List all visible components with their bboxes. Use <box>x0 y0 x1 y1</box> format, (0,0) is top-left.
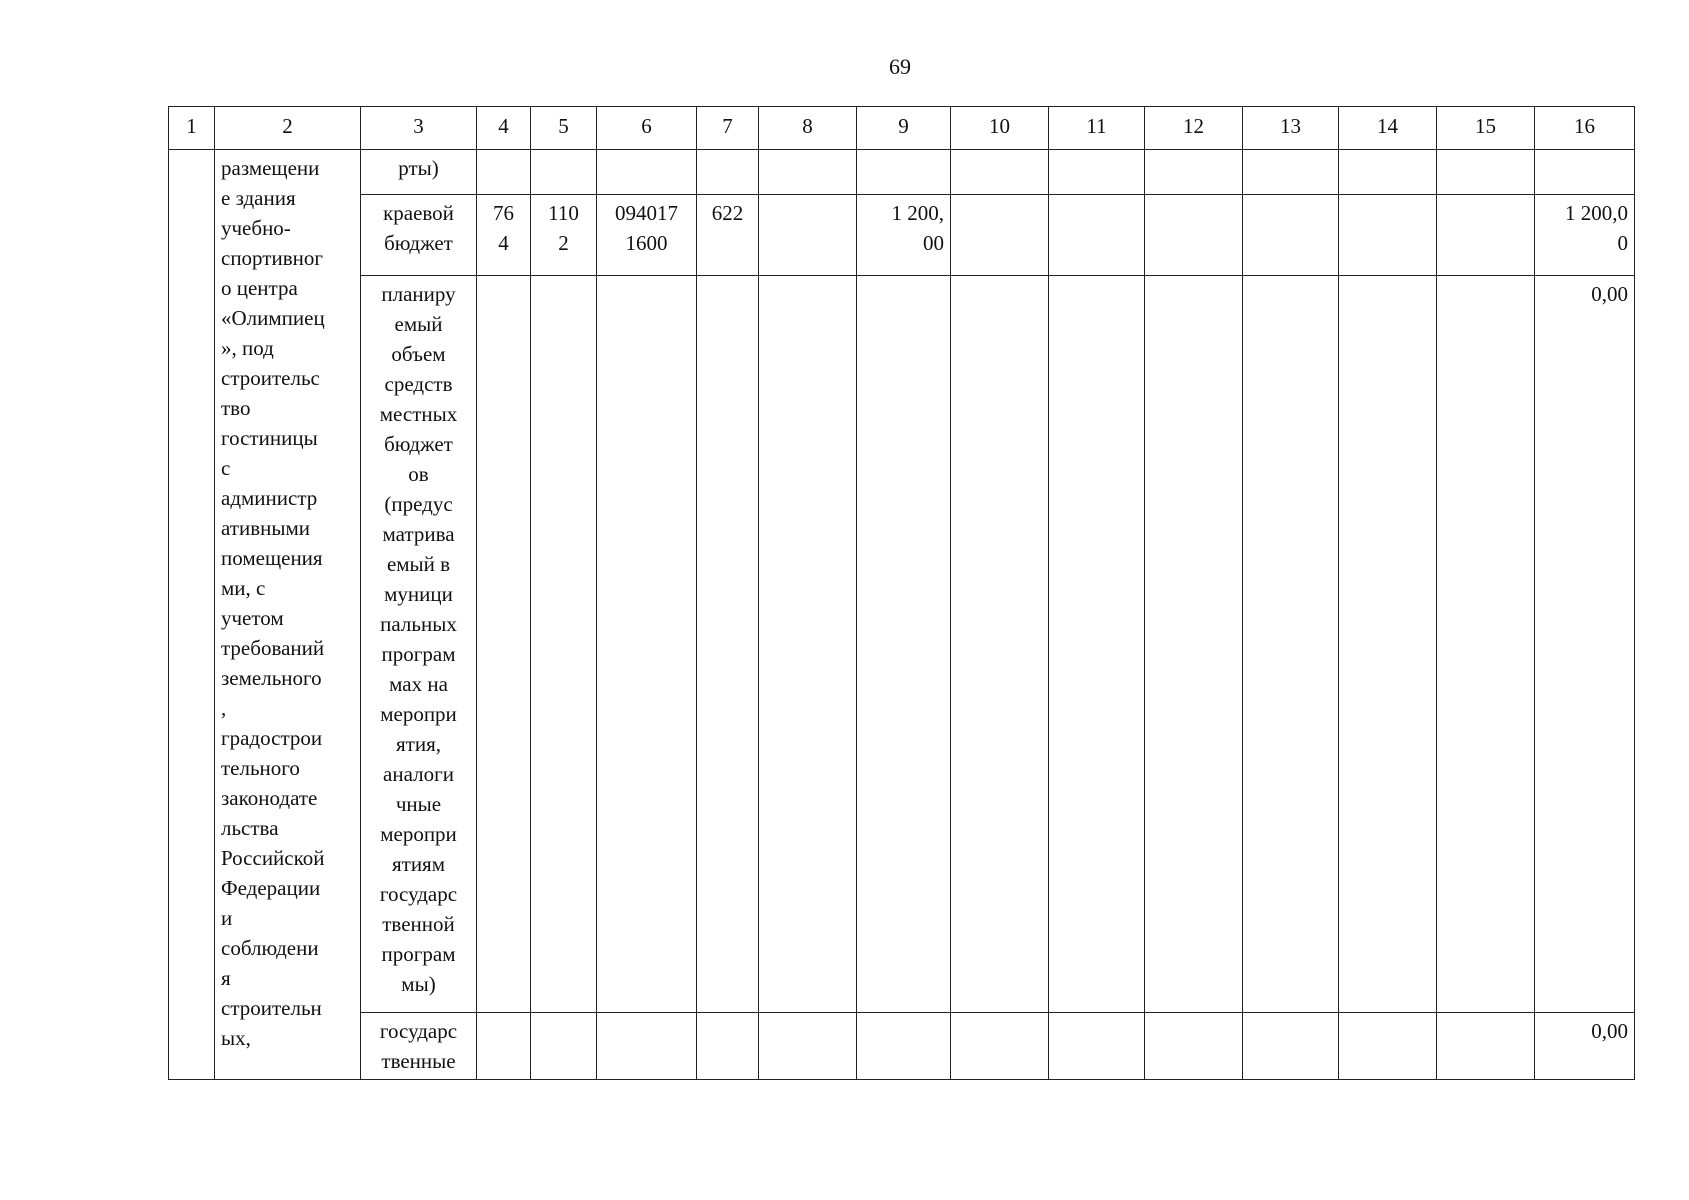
cell-col-9: 1 200, 00 <box>857 195 951 276</box>
cell-col-14 <box>1339 276 1437 1013</box>
table-row <box>169 276 1635 1013</box>
cell-col-5: 110 2 <box>531 195 597 276</box>
header-cell-8: 8 <box>759 107 857 150</box>
cell-col-6 <box>597 276 697 1013</box>
header-cell-12: 12 <box>1145 107 1243 150</box>
budget-table <box>168 106 1635 1080</box>
funding-source-cell: рты) <box>361 150 477 195</box>
table-row <box>169 1013 1635 1080</box>
cell-col-11 <box>1049 150 1145 195</box>
cell-col-16: 1 200,0 0 <box>1535 195 1635 276</box>
header-cell-2: 2 <box>215 107 361 150</box>
header-cell-7: 7 <box>697 107 759 150</box>
cell-col-12 <box>1145 195 1243 276</box>
event-name-cell: размещени е здания учебно- спортивног о центра «Олимпиец », под строительс тво гостиницы с администр ативными помещения ми, с учетом требований земельного , градострои тельного законодате льства Российской Федерации и соблюдени я строительн ых, <box>215 150 361 1080</box>
cell-col-4 <box>477 1013 531 1080</box>
cell-col-4: 76 4 <box>477 195 531 276</box>
cell-col-6 <box>597 1013 697 1080</box>
cell-col-10 <box>951 1013 1049 1080</box>
cell-col-15 <box>1437 150 1535 195</box>
table-row <box>169 150 1635 195</box>
cell-col-8 <box>759 276 857 1013</box>
header-cell-3: 3 <box>361 107 477 150</box>
cell-col-10 <box>951 195 1049 276</box>
cell-col-12 <box>1145 150 1243 195</box>
cell-col-6 <box>597 150 697 195</box>
header-cell-6: 6 <box>597 107 697 150</box>
header-cell-16: 16 <box>1535 107 1635 150</box>
cell-col-15 <box>1437 276 1535 1013</box>
header-cell-4: 4 <box>477 107 531 150</box>
cell-col-4 <box>477 276 531 1013</box>
cell-col-7 <box>697 276 759 1013</box>
cell-col-8 <box>759 195 857 276</box>
cell-col-13 <box>1243 150 1339 195</box>
row-number-cell <box>169 150 215 1080</box>
cell-col-13 <box>1243 1013 1339 1080</box>
cell-col-11 <box>1049 1013 1145 1080</box>
cell-col-4 <box>477 150 531 195</box>
cell-col-12 <box>1145 1013 1243 1080</box>
header-cell-11: 11 <box>1049 107 1145 150</box>
cell-col-16: 0,00 <box>1535 1013 1635 1080</box>
header-cell-5: 5 <box>531 107 597 150</box>
table-row <box>169 195 1635 276</box>
cell-col-9 <box>857 150 951 195</box>
cell-col-7: 622 <box>697 195 759 276</box>
cell-col-5 <box>531 150 597 195</box>
header-cell-13: 13 <box>1243 107 1339 150</box>
cell-col-6: 094017 1600 <box>597 195 697 276</box>
funding-source-cell: планиру емый объем средств местных бюджет ов (предус матрива емый в муници пальных програм мах на меропри ятия, аналоги чные меропри ятиям государс твенной програм мы) <box>361 276 477 1013</box>
cell-col-12 <box>1145 276 1243 1013</box>
cell-col-15 <box>1437 1013 1535 1080</box>
cell-col-13 <box>1243 195 1339 276</box>
cell-col-13 <box>1243 276 1339 1013</box>
funding-source-cell: государс твенные <box>361 1013 477 1080</box>
header-cell-1: 1 <box>169 107 215 150</box>
header-cell-14: 14 <box>1339 107 1437 150</box>
cell-col-8 <box>759 150 857 195</box>
cell-col-16 <box>1535 150 1635 195</box>
header-cell-15: 15 <box>1437 107 1535 150</box>
header-cell-9: 9 <box>857 107 951 150</box>
funding-source-cell: краевой бюджет <box>361 195 477 276</box>
cell-col-11 <box>1049 195 1145 276</box>
page-number: 69 <box>889 54 911 79</box>
header-cell-10: 10 <box>951 107 1049 150</box>
cell-col-9 <box>857 1013 951 1080</box>
cell-col-15 <box>1437 195 1535 276</box>
cell-col-11 <box>1049 276 1145 1013</box>
cell-col-9 <box>857 276 951 1013</box>
cell-col-5 <box>531 1013 597 1080</box>
cell-col-14 <box>1339 195 1437 276</box>
cell-col-16: 0,00 <box>1535 276 1635 1013</box>
cell-col-7 <box>697 150 759 195</box>
cell-col-10 <box>951 276 1049 1013</box>
cell-col-8 <box>759 1013 857 1080</box>
cell-col-10 <box>951 150 1049 195</box>
cell-col-14 <box>1339 150 1437 195</box>
cell-col-14 <box>1339 1013 1437 1080</box>
cell-col-7 <box>697 1013 759 1080</box>
cell-col-5 <box>531 276 597 1013</box>
header-row <box>169 107 1635 150</box>
